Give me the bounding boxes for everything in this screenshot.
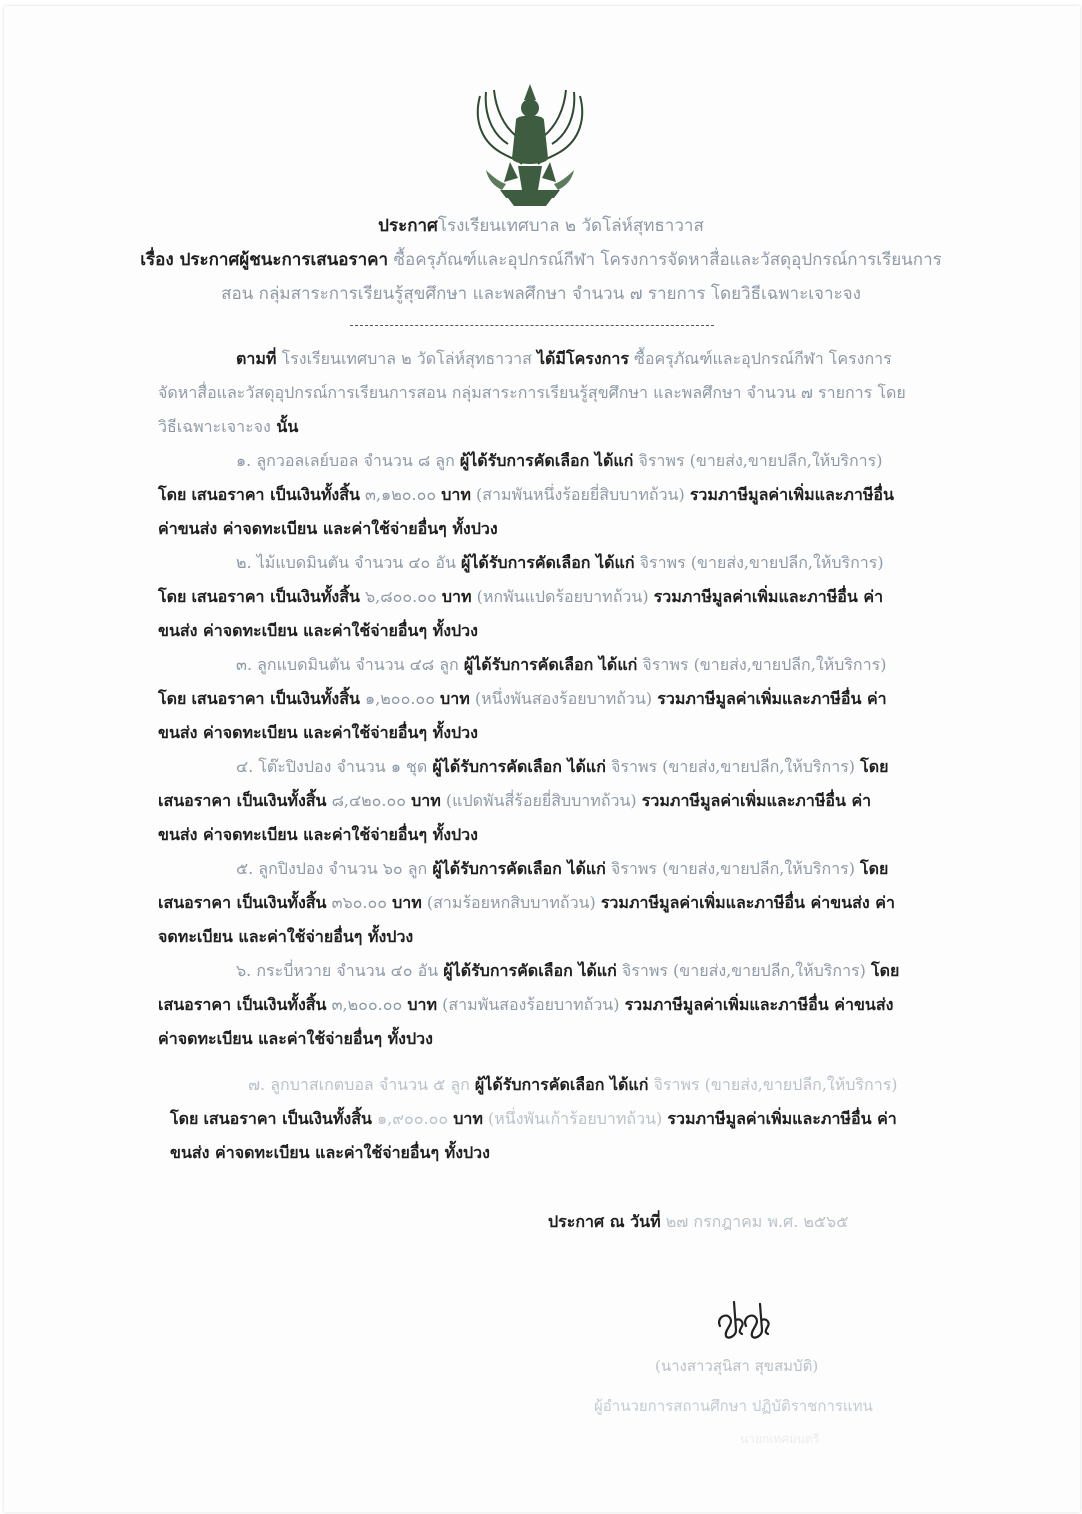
announcement-subject-line1: เรื่อง ประกาศผู้ชนะการเสนอราคา ซื้อครุภัณฑ์และอุปกรณ์กีฬา โครงการจัดหาสื่อและวัสดุอุปกรณ์การเรียนการ	[140, 250, 942, 270]
garuda-emblem-icon	[466, 78, 594, 210]
award-item-3: ๓. ลูกแบดมินตัน จำนวน ๔๘ ลูก ผู้ได้รับการคัดเลือก ได้แก่ จิราพร (ขายส่ง,ขายปลีก,ให้บริการ) โดย เสนอราคา เป็นเงินทั้งสิ้น ๑,๒๐๐.๐๐ บาท (หนึ่งพันสองร้อยบาทถ้วน) รวมภาษีมูลค่าเพิ่มและภาษีอื่น ค่าขนส่ง ค่าจดทะเบียน และค่าใช้จ่ายอื่นๆ ทั้งปวง	[158, 655, 887, 742]
award-item-5: ๕. ลูกปิงปอง จำนวน ๖๐ ลูก ผู้ได้รับการคัดเลือก ได้แก่ จิราพร (ขายส่ง,ขายปลีก,ให้บริการ) โดย เสนอราคา เป็นเงินทั้งสิ้น ๓๖๐.๐๐ บาท (สามร้อยหกสิบบาทถ้วน) รวมภาษีมูลค่าเพิ่มและภาษีอื่น ค่าขนส่ง ค่าจดทะเบียน และค่าใช้จ่ายอื่นๆ ทั้งปวง	[158, 859, 895, 946]
signer-position: ผู้อำนวยการสถานศึกษา ปฏิบัติราชการแทน	[594, 1397, 873, 1415]
award-item-6: ๖. กระบี่หวาย จำนวน ๔๐ อัน ผู้ได้รับการคัดเลือก ได้แก่ จิราพร (ขายส่ง,ขายปลีก,ให้บริการ) โดย เสนอราคา เป็นเงินทั้งสิ้น ๓,๒๐๐.๐๐ บาท (สามพันสองร้อยบาทถ้วน) รวมภาษีมูลค่าเพิ่มและภาษีอื่น ค่าขนส่ง ค่าจดทะเบียน และค่าใช้จ่ายอื่นๆ ทั้งปวง	[158, 961, 900, 1048]
award-item-7: ๗. ลูกบาสเกตบอล จำนวน ๕ ลูก ผู้ได้รับการคัดเลือก ได้แก่ จิราพร (ขายส่ง,ขายปลีก,ให้บริการ) โดย เสนอราคา เป็นเงินทั้งสิ้น ๑,๙๐๐.๐๐ บาท (หนึ่งพันเก้าร้อยบาทถ้วน) รวมภาษีมูลค่าเพิ่มและภาษีอื่น ค่าขนส่ง ค่าจดทะเบียน และค่าใช้จ่ายอื่นๆ ทั้งปวง	[170, 1075, 898, 1162]
handwritten-signature-icon	[714, 1296, 774, 1344]
announcement-title: ประกาศโรงเรียนเทศบาล ๒ วัดโล่ห์สุทธาวาส	[378, 216, 704, 236]
award-item-2: ๒. ไม้แบดมินตัน จำนวน ๔๐ อัน ผู้ได้รับการคัดเลือก ได้แก่ จิราพร (ขายส่ง,ขายปลีก,ให้บริการ) โดย เสนอราคา เป็นเงินทั้งสิ้น ๖,๘๐๐.๐๐ บาท (หกพันแปดร้อยบาทถ้วน) รวมภาษีมูลค่าเพิ่มและภาษีอื่น ค่าขนส่ง ค่าจดทะเบียน และค่าใช้จ่ายอื่นๆ ทั้งปวง	[158, 553, 884, 640]
announcement-date: ประกาศ ณ วันที่ ๒๗ กรกฎาคม พ.ศ. ๒๕๖๕	[548, 1212, 849, 1231]
award-item-1: ๑. ลูกวอลเลย์บอล จำนวน ๘ ลูก ผู้ได้รับการคัดเลือก ได้แก่ จิราพร (ขายส่ง,ขายปลีก,ให้บริการ) โดย เสนอราคา เป็นเงินทั้งสิ้น ๓,๑๒๐.๐๐ บาท (สามพันหนึ่งร้อยยี่สิบบาทถ้วน) รวมภาษีมูลค่าเพิ่มและภาษีอื่น ค่าขนส่ง ค่าจดทะเบียน และค่าใช้จ่ายอื่นๆ ทั้งปวง	[158, 451, 894, 538]
signer-extra: นายกเทศมนตรี	[740, 1432, 820, 1446]
intro-paragraph: ตามที่ โรงเรียนเทศบาล ๒ วัดโล่ห์สุทธาวาส ได้มีโครงการ ซื้อครุภัณฑ์และอุปกรณ์กีฬา โครงการจัดหาสื่อและวัสดุอุปกรณ์การเรียนการสอน กลุ่มสาระการเรียนรู้สุขศึกษา และพลศึกษา จำนวน ๗ รายการ โดยวิธีเฉพาะเจาะจง นั้น	[158, 349, 906, 436]
award-item-4: ๔. โต๊ะปิงปอง จำนวน ๑ ชุด ผู้ได้รับการคัดเลือก ได้แก่ จิราพร (ขายส่ง,ขายปลีก,ให้บริการ) โดย เสนอราคา เป็นเงินทั้งสิ้น ๘,๔๒๐.๐๐ บาท (แปดพันสี่ร้อยยี่สิบบาทถ้วน) รวมภาษีมูลค่าเพิ่มและภาษีอื่น ค่าขนส่ง ค่าจดทะเบียน และค่าใช้จ่ายอื่นๆ ทั้งปวง	[158, 757, 889, 844]
title-divider	[350, 325, 714, 326]
signer-name: (นางสาวสุนิสา สุขสมบัติ)	[655, 1357, 819, 1375]
announcement-subject-line2: สอน กลุ่มสาระการเรียนรู้สุขศึกษา และพลศึกษา จำนวน ๗ รายการ โดยวิธีเฉพาะเจาะจง	[221, 284, 861, 304]
